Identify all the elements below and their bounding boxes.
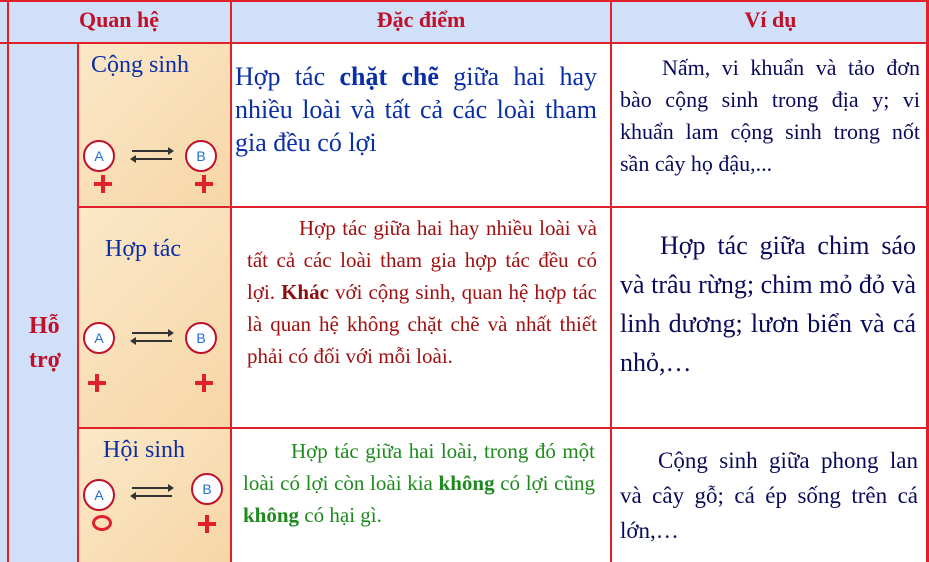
border-col-1 [230, 0, 232, 562]
row-symbiosis-label-cell [79, 44, 230, 206]
border-top [0, 0, 929, 2]
group-label-line-2: trợ [29, 347, 61, 373]
symbiosis-text-part: Hợp tác [235, 62, 340, 91]
border-header [0, 42, 929, 44]
row-cooperation-characteristics-cell [231, 208, 611, 427]
row-cooperation-example: Hợp tác giữa chim sáo và trâu rừng; chim mỏ đỏ và linh dương; lươn biển và cá nhỏ,… [620, 231, 916, 377]
plus-icon [195, 374, 213, 392]
commensalism-text-part: có lợi cũng [494, 471, 595, 495]
border-row-2 [77, 427, 929, 429]
plus-icon [195, 175, 213, 193]
species-a-label: A [94, 487, 104, 503]
commensalism-text-bold: không [438, 471, 495, 495]
double-arrow-icon [132, 147, 172, 163]
double-arrow-icon [132, 329, 172, 345]
row-commensalism-characteristics-cell [231, 429, 611, 562]
row-symbiosis-characteristics-cell [231, 44, 611, 206]
species-b-circle [185, 140, 217, 172]
cooperation-text-part: với cộng sinh, quan hệ hợp tác là quan hệ không chặt chẽ và nhất thiết phải có đối với mỗi loài. [247, 280, 597, 368]
plus-icon [198, 515, 216, 533]
commensalism-text-part: có hại gì. [299, 503, 382, 527]
species-a-circle [83, 140, 115, 172]
row-symbiosis-name: Cộng sinh [91, 52, 190, 78]
cooperation-text-part: Hợp tác giữa hai hay nhiều loài và tất cả các loài tham gia hợp tác đều có lợi. [247, 216, 597, 304]
row-commensalism-example: Cộng sinh giữa phong lan và cây gỗ; cá ép sống trên cá lớn,… [620, 448, 918, 543]
row-cooperation-example-cell [612, 208, 929, 427]
species-b-label: B [202, 481, 212, 497]
species-b-label: B [196, 330, 206, 346]
zero-icon [92, 515, 112, 531]
row-commensalism-name: Hội sinh [103, 437, 186, 463]
row-cooperation-label-cell [79, 208, 230, 427]
group-label-line-1: Hỗ [29, 313, 60, 339]
symbiosis-text-part: giữa hai hay nhiều loài và tất cả các loài tham gia đều có lợi [235, 62, 597, 157]
commensalism-text-bold: không [243, 503, 300, 527]
plus-icon [88, 374, 106, 392]
commensalism-text-part: Hợp tác giữa hai loài, trong đó một loài có lợi còn loài kia [243, 439, 595, 495]
row-cooperation-characteristics [247, 212, 597, 372]
row-commensalism-characteristics [243, 435, 595, 531]
species-b-circle [185, 322, 217, 354]
border-group [77, 42, 79, 562]
row-symbiosis-example: Nấm, vi khuẩn và tảo đơn bào cộng sinh trong địa y; vi khuẩn lam cộng sinh trong nốt sần cây họ đậu,... [620, 55, 920, 176]
species-a-circle [83, 479, 115, 511]
symbiosis-text-bold: chặt chẽ [339, 62, 439, 91]
header-characteristics-text: Đặc điểm [376, 7, 466, 32]
species-a-circle [83, 322, 115, 354]
double-arrow-icon [132, 484, 172, 500]
species-b-label: B [196, 148, 206, 164]
row-cooperation-name: Hợp tác [105, 236, 181, 262]
header-characteristics [231, 0, 611, 42]
row-symbiosis-characteristics [235, 60, 597, 159]
species-a-label: A [94, 148, 104, 164]
header-relation [8, 0, 230, 42]
row-commensalism-example-cell [612, 429, 929, 562]
border-col-2 [610, 0, 612, 562]
header-relation-text: Quan hệ [78, 7, 160, 32]
border-row-1 [77, 206, 929, 208]
row-commensalism-label-cell [79, 429, 230, 562]
species-a-label: A [94, 330, 104, 346]
header-examples-text: Ví dụ [744, 7, 797, 32]
group-cell [9, 44, 77, 562]
header-examples [612, 0, 929, 42]
species-b-circle [191, 473, 223, 505]
group-label [29, 309, 61, 377]
plus-icon [94, 175, 112, 193]
border-left [7, 0, 9, 562]
row-symbiosis-example-cell [612, 44, 929, 206]
cooperation-text-bold: Khác [281, 280, 329, 304]
